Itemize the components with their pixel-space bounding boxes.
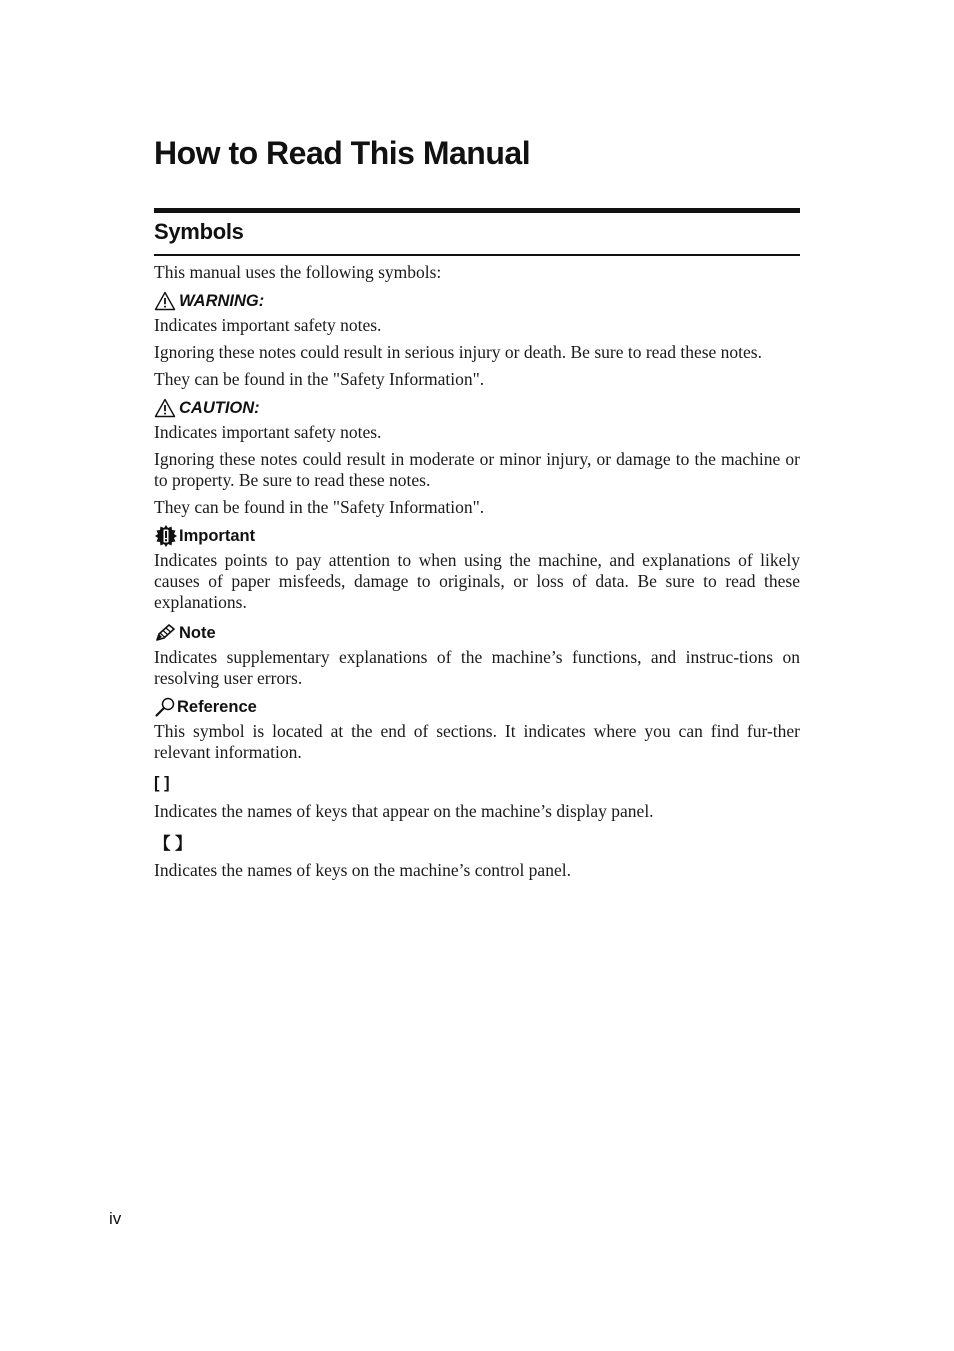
caution-line-1: Indicates important safety notes.	[154, 422, 382, 442]
section-rule-top	[154, 208, 800, 213]
warning-line-2: Ignoring these notes could result in serious injury or death. Be sure to read these notes.	[154, 342, 762, 362]
note-label: Note	[179, 623, 216, 642]
display-keys-heading	[154, 771, 800, 795]
reference-text: This symbol is located at the end of sections. It indicates where you can find fur-ther relevant information.	[154, 721, 800, 762]
control-keys-heading	[154, 830, 800, 854]
caution-line-3: They can be found in the "Safety Information".	[154, 497, 485, 517]
display-keys-text: Indicates the names of keys that appear on the machine’s display panel.	[154, 801, 654, 821]
caution-line-2: Ignoring these notes could result in moderate or minor injury, or damage to the machine or to property. Be sure to read these notes.	[154, 449, 800, 490]
warning-label: WARNING:	[179, 291, 265, 310]
control-keys-text: Indicates the names of keys on the machine’s control panel.	[154, 860, 571, 880]
warning-line-3: They can be found in the "Safety Information".	[154, 369, 485, 389]
warning-line-1: Indicates important safety notes.	[154, 315, 382, 335]
magnifier-icon	[154, 696, 176, 718]
note-text: Indicates supplementary explanations of the machine’s functions, and instruc-tions on resolving user errors.	[154, 647, 800, 688]
important-badge-icon	[154, 524, 178, 548]
symbols-content	[154, 262, 800, 887]
important-heading	[154, 524, 800, 548]
pencil-icon	[154, 623, 176, 643]
warning-triangle-icon	[154, 291, 176, 311]
note-heading	[154, 621, 800, 645]
important-text: Indicates points to pay attention to when using the machine, and explanations of likely causes of paper misfeeds, damage to originals, or loss of data. Be sure to read these explanations.	[154, 550, 800, 612]
section-rule-bottom	[154, 254, 800, 256]
intro-text: This manual uses the following symbols:	[154, 262, 442, 282]
section-title: Symbols	[154, 219, 244, 244]
warning-triangle-icon	[154, 398, 176, 418]
display-keys-label: [ ]	[154, 773, 170, 792]
reference-label: Reference	[177, 697, 257, 716]
caution-label: CAUTION:	[179, 398, 260, 417]
important-label: Important	[179, 526, 256, 545]
warning-heading	[154, 289, 800, 313]
page-number: iv	[109, 1209, 122, 1228]
page-title: How to Read This Manual	[154, 135, 531, 171]
caution-heading	[154, 396, 800, 420]
reference-heading	[154, 695, 800, 719]
control-keys-label: 【 】	[154, 835, 192, 853]
